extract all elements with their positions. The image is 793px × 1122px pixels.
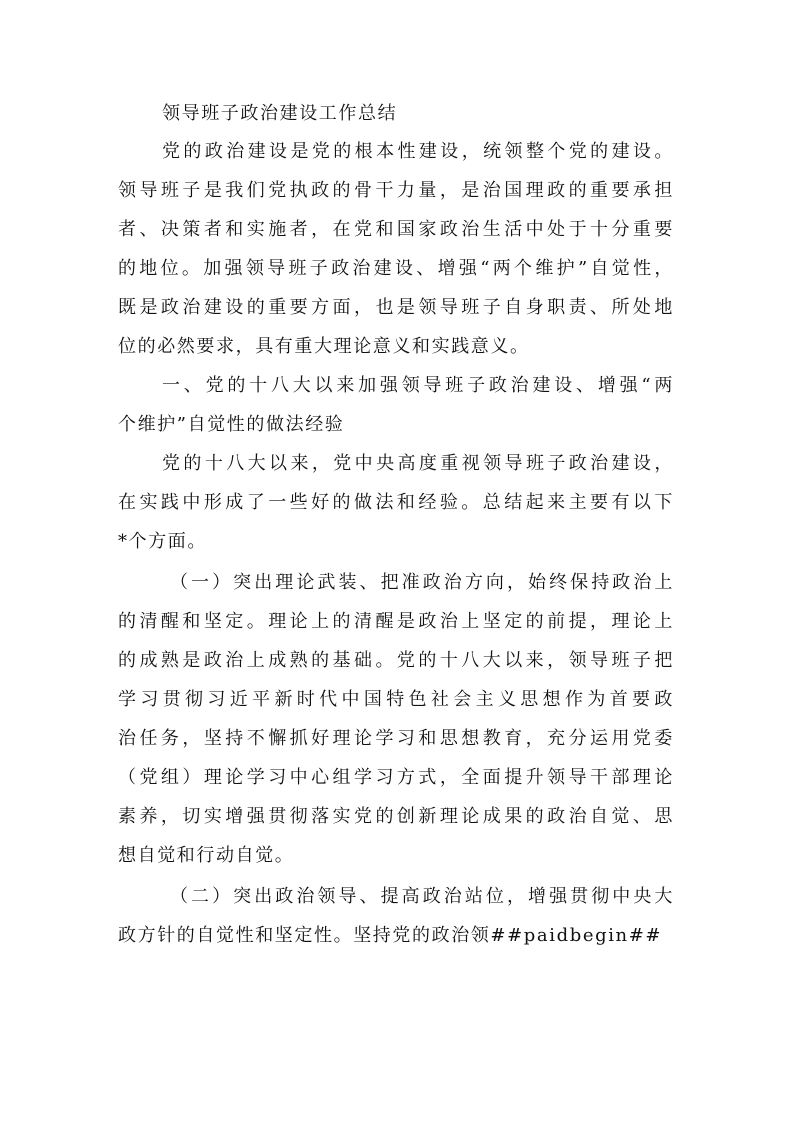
paragraph-point-1 — [118, 563, 674, 875]
text-line: 一、党的十八大以来加强领导班子政治建设、增强“两 — [162, 375, 674, 396]
text-line: 的地位。加强领导班子政治建设、增强“两个维护”自觉性， — [118, 258, 674, 279]
paragraph-intro — [118, 132, 674, 366]
section-heading-1 — [118, 366, 674, 444]
text-line: 政方针的自觉性和坚定性。坚持党的政治领##paidbegin## — [118, 925, 663, 946]
text-line: （二）突出政治领导、提高政治站位，增强贯彻中央大 — [170, 886, 674, 907]
text-line: 位的必然要求，具有重大理论意义和实践意义。 — [118, 336, 530, 357]
text-line: 学习贯彻习近平新时代中国特色社会主义思想作为首要政 — [118, 689, 674, 710]
text-line: 既是政治建设的重要方面，也是领导班子自身职责、所处地 — [118, 297, 674, 318]
document-body — [118, 96, 674, 955]
text-line: *个方面。 — [118, 531, 207, 552]
text-line: 素养，切实增强贯彻落实党的创新理论成果的政治自觉、思 — [118, 806, 674, 827]
text-line: 个维护”自觉性的做法经验 — [118, 414, 345, 435]
text-line: 治任务，坚持不懈抓好理论学习和思想教育，充分运用党委 — [118, 728, 674, 749]
text-line: 想自觉和行动自觉。 — [118, 845, 295, 866]
text-line: 在实践中形成了一些好的做法和经验。总结起来主要有以下 — [118, 492, 674, 513]
text-line: 的成熟是政治上成熟的基础。党的十八大以来，领导班子把 — [118, 650, 674, 671]
document-title: 领导班子政治建设工作总结 — [162, 103, 398, 124]
text-line: 领导班子是我们党执政的骨干力量，是治国理政的重要承担 — [118, 180, 674, 201]
text-line: 的清醒和坚定。理论上的清醒是政治上坚定的前提，理论上 — [118, 611, 674, 632]
text-line: （一）突出理论武装、把准政治方向，始终保持政治上 — [170, 572, 674, 593]
paragraph-overview — [118, 444, 674, 561]
text-line: 党的政治建设是党的根本性建设，统领整个党的建设。 — [162, 141, 674, 162]
text-line: （党组）理论学习中心组学习方式，全面提升领导干部理论 — [118, 767, 674, 788]
text-line: 党的十八大以来，党中央高度重视领导班子政治建设， — [162, 453, 674, 474]
paragraph-point-2 — [118, 877, 674, 955]
text-line: 者、决策者和实施者，在党和国家政治生活中处于十分重要 — [118, 219, 674, 240]
